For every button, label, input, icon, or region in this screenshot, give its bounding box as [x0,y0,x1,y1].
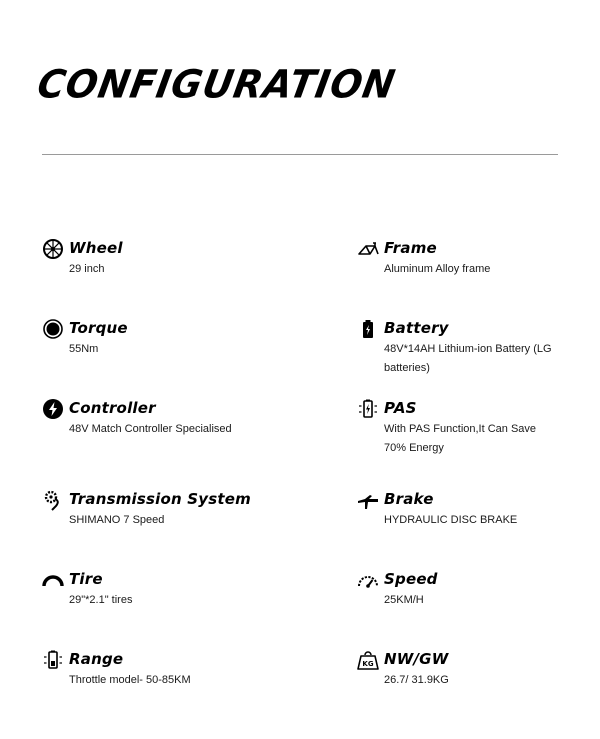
spec-name: Controller [69,399,156,417]
tire-icon [42,569,64,591]
spec-name: Brake [384,490,434,508]
spec-value: 48V*14AH Lithium-ion Battery (LG batteries) [384,343,552,374]
spec-value: 26.7/ 31.9KG [384,674,449,686]
spec-name: Torque [69,319,128,337]
spec-value: 55Nm [69,343,99,355]
divider [42,154,558,155]
spec-value: Aluminum Alloy frame [384,263,491,275]
spec-name: Range [69,650,124,668]
svg-text:KG: KG [362,660,374,668]
weight-icon [357,649,379,671]
wheel-icon [42,238,64,260]
transmission-icon [42,489,64,511]
spec-value: 29 inch [69,263,105,275]
spec-name: Speed [384,570,438,588]
spec-value: 29"*2.1" tires [69,594,133,606]
range-icon [42,649,64,671]
spec-value: Throttle model- 50-85KM [69,674,191,686]
spec-value: 48V Match Controller Specialised [69,423,232,435]
spec-value: HYDRAULIC DISC BRAKE [384,514,518,526]
spec-name: Tire [69,570,103,588]
spec-name: NW/GW [384,650,449,668]
brake-icon [357,489,379,511]
speed-icon [357,569,379,591]
spec-name: PAS [384,399,417,417]
spec-name: Battery [384,319,449,337]
pas-icon [357,398,379,420]
frame-icon [357,238,379,260]
battery-icon [357,318,379,340]
spec-name: Transmission System [69,490,251,508]
spec-value: With PAS Function,It Can Save 70% Energy [384,423,537,454]
torque-icon [42,318,64,340]
spec-name: Frame [384,239,437,257]
page-title: CONFIGURATION [34,62,400,108]
spec-name: Wheel [69,239,123,257]
spec-value: SHIMANO 7 Speed [69,514,165,526]
controller-icon [42,398,64,420]
spec-value: 25KM/H [384,594,424,606]
